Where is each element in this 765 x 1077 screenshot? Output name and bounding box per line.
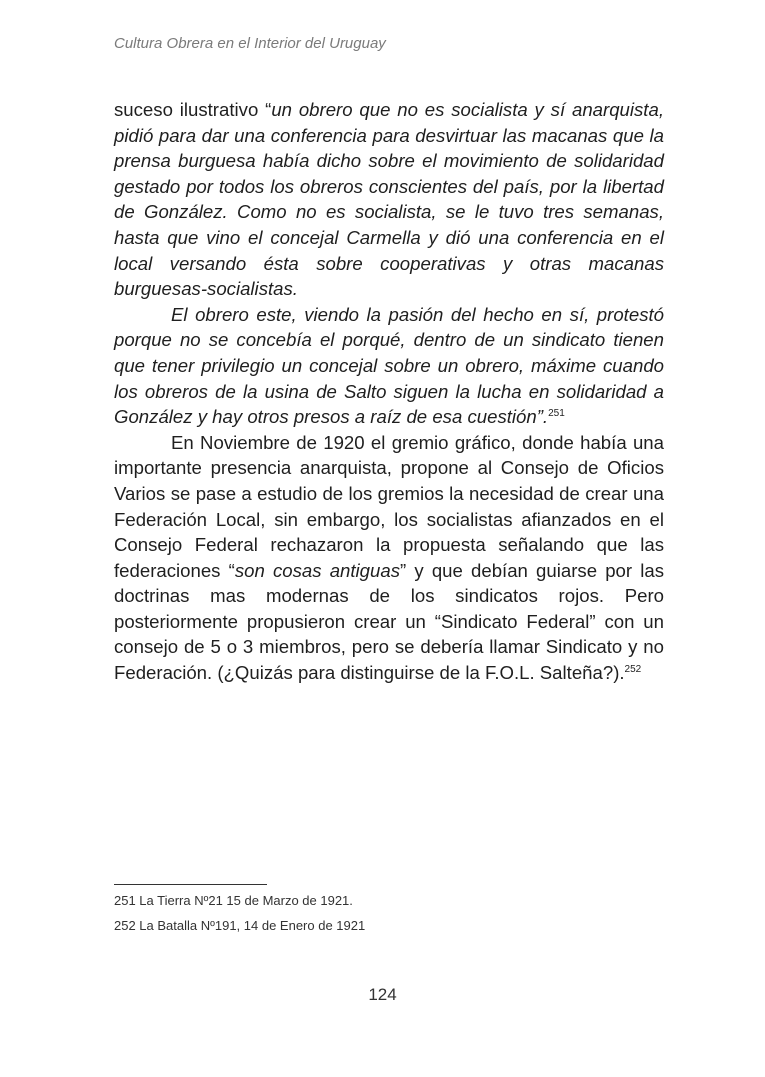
running-header: Cultura Obrera en el Interior del Uruguay (114, 35, 386, 52)
footnote-ref-251[interactable]: 251 (548, 408, 565, 420)
paragraph-2-quote: El obrero este, viendo la pasión del hecho en sí, protestó porque no se concebía el porqué, dentro de un sindicato tienen que tener privilegio un concejal sobre un obrero, máxime cuando los obreros de la usina de Salto siguen la lucha en solidaridad a González y hay otros presos a raíz de esa cuestión”. (114, 303, 664, 428)
footnote-252: 252 La Batalla Nº191, 14 de Enero de 1921 (114, 918, 366, 933)
paragraph-3-text-b: ” y que debían guiarse por las doctrinas mas modernas de los sindicatos rojos. Pero posteriormente propusieron crear un “Sindicato Federal” con un consejo de 5 o 3 miembros, pero se debería llamar Sindicato y no Federación. (¿Quizás para distinguirse de la F.O.L. Salteña?). (114, 559, 664, 684)
paragraph-1 (114, 97, 664, 302)
footnote-ref-252[interactable]: 252 (624, 664, 642, 676)
footnotes (114, 892, 365, 942)
paragraph-1-quote: un obrero que no es socialista y sí anarquista, pidió para dar una conferencia para desvirtuar las macanas que la prensa burguesa había dicho sobre el movimiento de solidaridad gestado por todos los obreros conscientes del país, por la libertad de González. Como no es socialista, se le tuvo tres semanas, hasta que vino el concejal Carmella y dió una conferencia en el local versando ésta sobre cooperativas y otras macanas burguesas-socialistas. (114, 99, 664, 300)
paragraph-2 (114, 302, 664, 430)
footnote-251: 251 La Tierra Nº21 15 de Marzo de 1921. (114, 893, 353, 908)
body-text (114, 97, 664, 686)
paragraph-3-italic: son cosas antiguas (234, 559, 401, 581)
footnote-separator (114, 884, 267, 885)
paragraph-3 (114, 430, 664, 686)
paragraph-3-text-a: En Noviembre de 1920 el gremio gráfico, donde había una importante presencia anarquista, propone al Consejo de Oficios Varios se pase a estudio de los gremios la necesidad de crear una Federación Local, sin embargo, los socialistas afianzados en el Consejo Federal rechazaron la propuesta señalando que las federaciones “ (114, 431, 664, 581)
page-number: 124 (368, 985, 397, 1004)
paragraph-1-lead: suceso ilustrativo “ (114, 99, 272, 120)
